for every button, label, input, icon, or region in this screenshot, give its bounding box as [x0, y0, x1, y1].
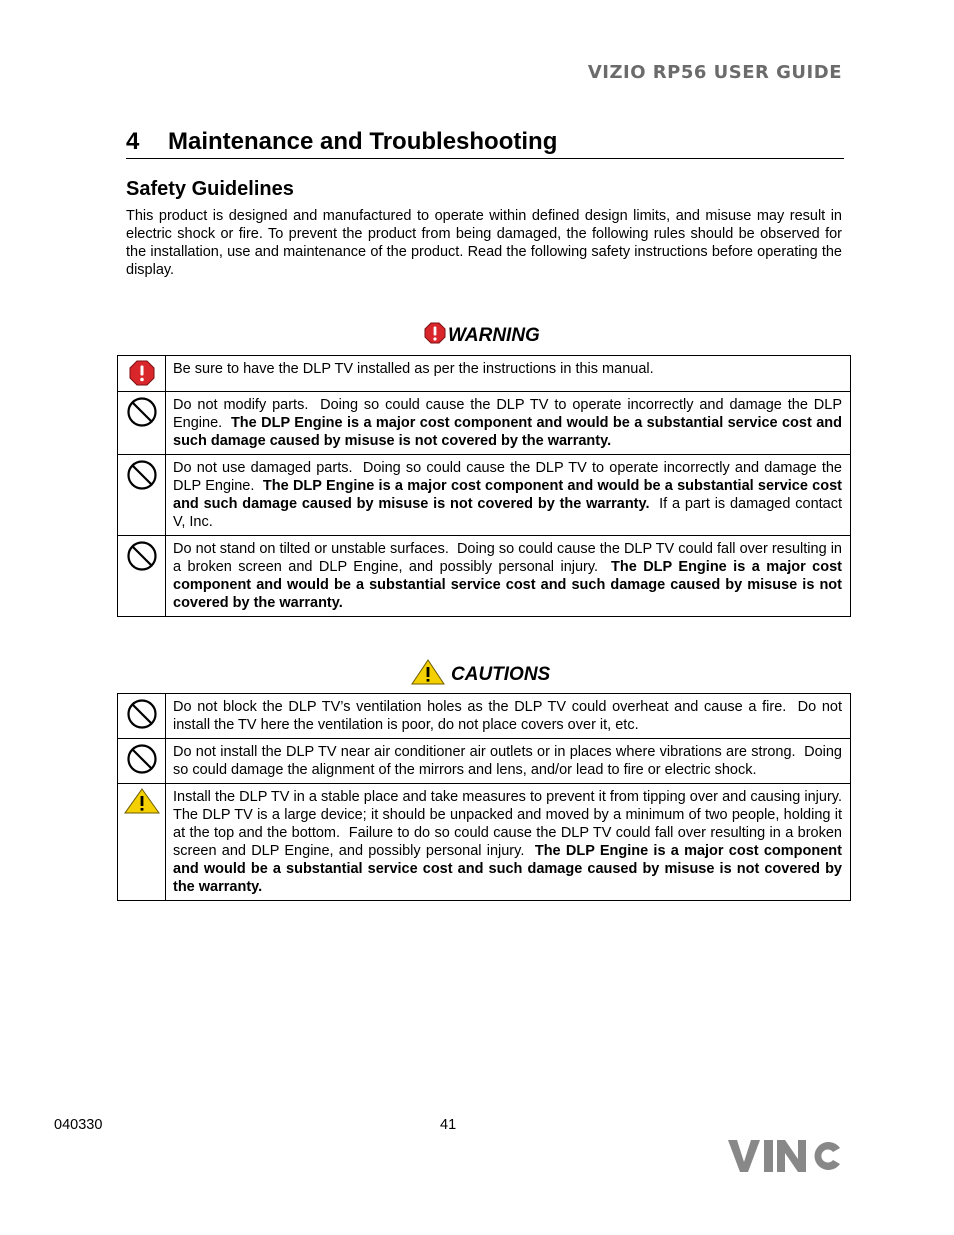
rule-text: Install the DLP TV in a stable place and take measures to prevent it from tipping over and causing injury. The DLP TV is a large device; it should be unpacked and moved by a minimum of two people, holding it at the top and the bottom. Failure to do so could cause the DLP TV could fall over resulting in a broken screen and DLP Engine, and possibly personal injury.: [173, 789, 847, 859]
vinc-logo: [728, 1138, 842, 1179]
rule-warranty-note: The DLP Engine is a major cost component and would be a substantial service cost and such damage caused by misuse is not covered by the warranty.: [173, 559, 842, 611]
caution-triangle-icon: [124, 802, 160, 818]
prohibition-icon: [126, 718, 158, 734]
cautions-row-text: [166, 694, 851, 739]
exclamation-icon: [129, 374, 155, 390]
cautions-row: [118, 784, 851, 901]
warning-row-text: [166, 536, 851, 617]
caution-triangle-icon: [411, 659, 445, 691]
chapter-heading: [126, 128, 844, 159]
rule-text: Do not stand on tilted or unstable surfaces. Doing so could cause the DLP TV could fall over resulting in a broken screen and DLP Engine, and possibly personal injury.: [173, 541, 847, 575]
chapter-title: Maintenance and Troubleshooting: [168, 128, 558, 155]
footer-document-code: 040330: [54, 1117, 103, 1133]
section-title: Safety Guidelines: [126, 178, 294, 200]
warning-row: [118, 392, 851, 455]
warning-row-text: [166, 455, 851, 536]
footer-page-number: 41: [440, 1117, 457, 1133]
warning-row: [118, 356, 851, 392]
chapter-number: 4: [126, 128, 140, 155]
warning-row: [118, 455, 851, 536]
cautions-row-text: [166, 784, 851, 901]
warning-heading: [424, 322, 540, 350]
cautions-heading: [411, 659, 550, 691]
cautions-row-icon-cell: [118, 694, 166, 739]
prohibition-icon: [126, 416, 158, 432]
intro-paragraph: This product is designed and manufactured to operate within defined design limits, and misuse may result in electric shock or fire. To prevent the product from being damaged, the following rules should be observed for the installation, use and maintenance of the product. Read the following safety instructions before operating the display.: [126, 208, 842, 278]
rule-text: Do not block the DLP TV’s ventilation holes as the DLP TV could overheat and cause a fire. Do not install the TV here the ventilation is poor, do not place covers over it, etc.: [173, 699, 847, 733]
cautions-row: [118, 694, 851, 739]
cautions-row-icon-cell: [118, 784, 166, 901]
rule-text: Do not use damaged parts. Doing so could cause the DLP TV to operate incorrectly and damage the DLP Engine.: [173, 460, 847, 494]
warning-row: [118, 536, 851, 617]
cautions-table: [117, 693, 851, 901]
rule-warranty-note: The DLP Engine is a major cost component and would be a substantial service cost and such damage caused by misuse is not covered by the warranty.: [173, 415, 842, 449]
cautions-row-text: [166, 739, 851, 784]
cautions-row-icon-cell: [118, 739, 166, 784]
prohibition-icon: [126, 479, 158, 495]
rule-text: Be sure to have the DLP TV installed as per the instructions in this manual.: [173, 361, 654, 377]
warning-table: [117, 355, 851, 617]
warning-row-text: [166, 356, 851, 392]
rule-warranty-note: The DLP Engine is a major cost component and would be a substantial service cost and such damage caused by misuse is not covered by the warranty.: [173, 843, 842, 895]
warning-row-text: [166, 392, 851, 455]
rule-text: Do not modify parts. Doing so could cause the DLP TV to operate incorrectly and damage the DLP Engine.: [173, 397, 847, 431]
rule-warranty-note: The DLP Engine is a major cost component and would be a substantial service cost and such damage caused by misuse is not covered by the warranty.: [173, 478, 842, 512]
prohibition-icon: [126, 560, 158, 576]
warning-row-icon-cell: [118, 455, 166, 536]
rule-text: Do not install the DLP TV near air conditioner air outlets or in places where vibrations are strong. Doing so could damage the alignment of the mirrors and lens, and/or lead to fire or electric shock.: [173, 744, 847, 778]
exclamation-icon: [424, 322, 446, 350]
rule-text-after: If a part is damaged contact V, Inc.: [173, 496, 847, 530]
warning-row-icon-cell: [118, 536, 166, 617]
warning-row-icon-cell: [118, 356, 166, 392]
prohibition-icon: [126, 763, 158, 779]
warning-row-icon-cell: [118, 392, 166, 455]
warning-title: WARNING: [448, 325, 540, 346]
cautions-title: CAUTIONS: [451, 664, 551, 685]
guide-header-title: VIZIO RP56 USER GUIDE: [587, 62, 842, 83]
cautions-row: [118, 739, 851, 784]
